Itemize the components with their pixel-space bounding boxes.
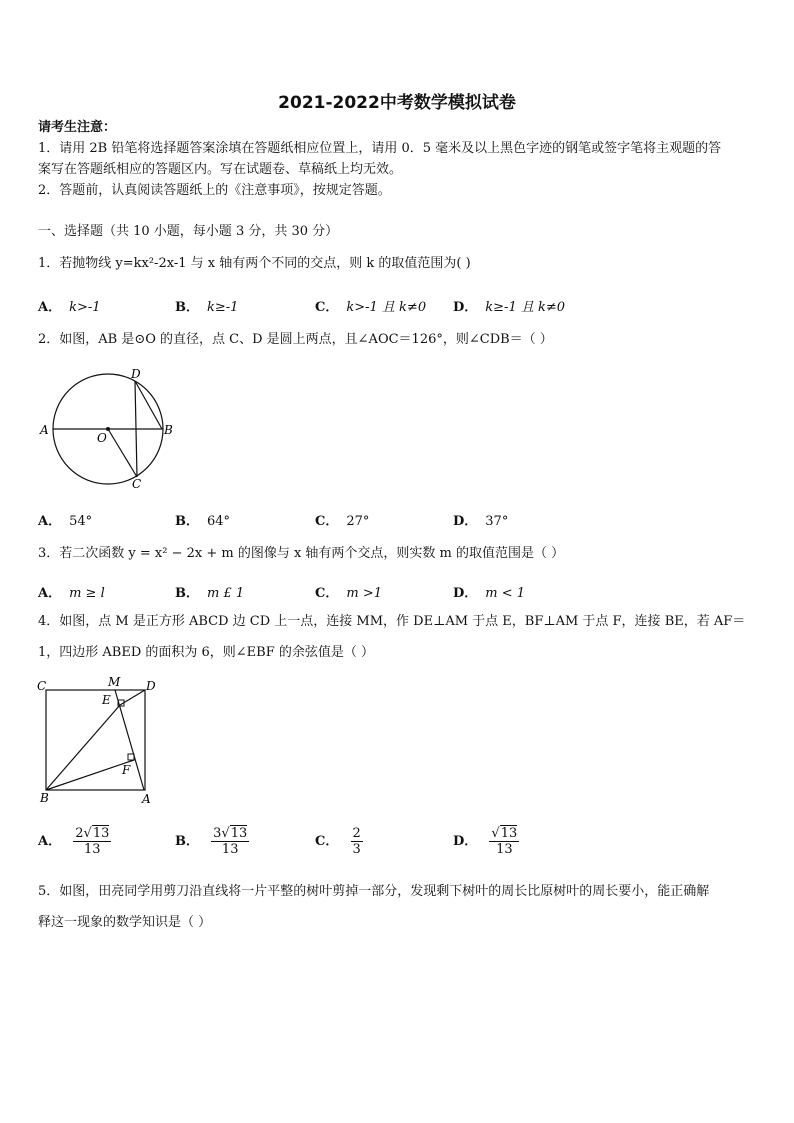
question-4-stem-b: 1，四边形 ABED 的面积为 6，则∠EBF 的余弦值是（ ） bbox=[38, 645, 375, 660]
q4-option-c: C． $\frac{2}{3}$ bbox=[315, 826, 361, 857]
question-3-stem: 3．若二次函数 y = x² − 2x + m 的图像与 x 轴有两个交点，则实数 m 的取值范围是（ ） bbox=[38, 546, 565, 561]
label-o: O bbox=[97, 431, 107, 445]
q1-option-b: B． k≥-1 bbox=[175, 300, 239, 315]
q2-option-d: D． 37° bbox=[453, 514, 509, 529]
q3-option-c: C． m >1 bbox=[315, 586, 382, 601]
label-m: M bbox=[108, 675, 121, 689]
fraction: $\frac{2√13}{13}$ bbox=[75, 826, 110, 857]
q4-square-figure bbox=[34, 674, 164, 809]
fraction: $\frac{2}{3}$ bbox=[352, 826, 361, 857]
question-4-stem-a: 4．如图，点 M 是正方形 ABCD 边 CD 上一点，连接 MM，作 DE⊥AM 于点 E，BF⊥AM 于点 F，连接 BE，若 AF＝ bbox=[38, 614, 746, 629]
fraction: $\frac{√13}{13}$ bbox=[491, 826, 518, 857]
q3-option-b: B． m £ 1 bbox=[175, 586, 245, 601]
fraction: $\frac{3√13}{13}$ bbox=[213, 826, 248, 857]
notice-line-1a: 1．请用 2B 铅笔将选择题答案涂填在答题纸相应位置上，请用 0．5 毫米及以上黑色字迹的钢笔或签字笔将主观题的答 bbox=[38, 141, 722, 156]
q1-option-c: C． k>-1 且 k≠0 bbox=[315, 300, 427, 315]
q1-option-a: A． k>-1 bbox=[38, 300, 101, 315]
label-e: E bbox=[102, 693, 111, 707]
question-2-stem: 2．如图，AB 是⊙O 的直径，点 C、D 是圆上两点，且∠AOC＝126°，则∠CDB＝（ ） bbox=[38, 332, 553, 347]
label-d: D bbox=[146, 679, 156, 693]
label-b: B bbox=[164, 423, 173, 437]
label-b: B bbox=[40, 791, 49, 805]
q3-option-a: A． m ≥ l bbox=[38, 586, 105, 601]
label-c: C bbox=[132, 477, 142, 491]
radius-oc bbox=[108, 429, 137, 477]
exam-title: 2021-2022中考数学模拟试卷 bbox=[278, 93, 516, 113]
section-heading: 一、选择题（共 10 小题，每小题 3 分，共 30 分） bbox=[38, 224, 339, 239]
q1-option-d: D． k≥-1 且 k≠0 bbox=[453, 300, 566, 315]
q4-option-a: A． $\frac{2√13}{13}$ bbox=[38, 826, 110, 857]
q2-option-c: C． 27° bbox=[315, 514, 370, 529]
label-f: F bbox=[122, 763, 131, 777]
question-5-stem-a: 5．如图，田亮同学用剪刀沿直线将一片平整的树叶剪掉一部分，发现剩下树叶的周长比原树叶的周长要小，能正确解 bbox=[38, 884, 710, 899]
label-d: D bbox=[131, 367, 141, 381]
q2-option-a: A． 54° bbox=[38, 514, 93, 529]
notice-line-1b: 案写在答题纸相应的答题区内。写在试题卷、草稿纸上均无效。 bbox=[38, 162, 403, 177]
notice-line-2: 2．答题前，认真阅读答题纸上的《注意事项》，按规定答题。 bbox=[38, 183, 391, 198]
q4-option-b: B． $\frac{3√13}{13}$ bbox=[175, 826, 248, 857]
q2-circle-figure bbox=[36, 362, 186, 492]
question-1-stem: 1．若抛物线 y=kx²-2x-1 与 x 轴有两个不同的交点，则 k 的取值范围为( ) bbox=[38, 256, 471, 271]
q3-option-d: D． m < 1 bbox=[453, 586, 526, 601]
label-a: A bbox=[142, 792, 151, 806]
right-angle-f bbox=[128, 754, 134, 760]
q2-option-b: B． 64° bbox=[175, 514, 231, 529]
label-c: C bbox=[37, 679, 47, 693]
question-5-stem-b: 释这一现象的数学知识是（ ） bbox=[38, 915, 212, 930]
label-a: A bbox=[40, 423, 49, 437]
q4-option-d: D． $\frac{√13}{13}$ bbox=[453, 826, 518, 857]
notice-heading: 请考生注意： bbox=[38, 120, 117, 135]
